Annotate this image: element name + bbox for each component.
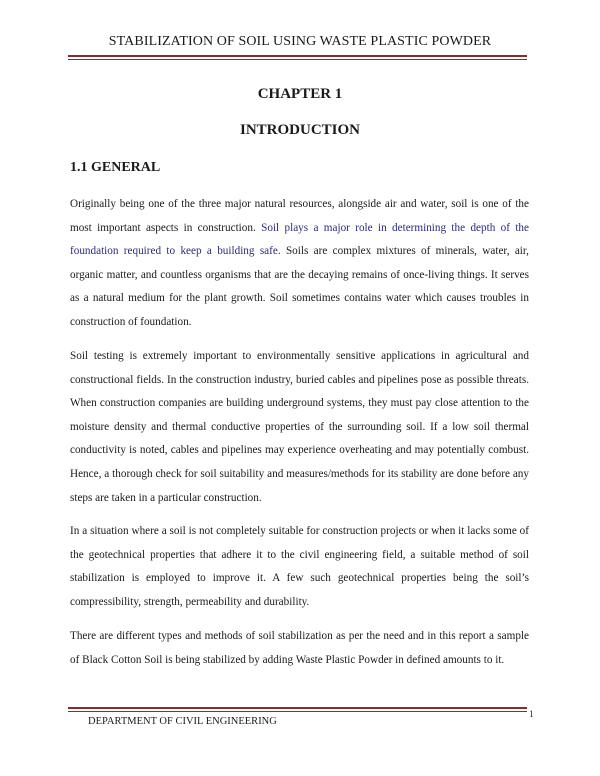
- footer-rule-thick: [68, 707, 527, 709]
- footer-department: DEPARTMENT OF CIVIL ENGINEERING: [88, 716, 277, 727]
- page-number: 1: [529, 709, 534, 719]
- paragraph-3: In a situation where a soil is not completely suitable for construction projects or when it lacks some of the geotechnical properties that adhere it to the civil engineering field, a suitable method of soil stabilization is employed to improve it. A few such geotechnical properties being the soil’s compressibility, strength, permeability and durability.: [70, 525, 529, 608]
- running-header-title: STABILIZATION OF SOIL USING WASTE PLASTIC POWDER: [108, 34, 492, 49]
- header-rule-thin: [68, 59, 527, 60]
- section-heading: 1.1 GENERAL: [70, 160, 161, 175]
- paragraph-4: There are different types and methods of soil stabilization as per the need and in this report a sample of Black Cotton Soil is being stabilized by adding Waste Plastic Powder in defined amounts to it.: [70, 630, 529, 666]
- paragraph-2: Soil testing is extremely important to environmentally sensitive applications in agricultural and constructional fields. In the construction industry, buried cables and pipelines pose as possible threats. When construction companies are building underground systems, they must pay close attention to the moisture density and thermal conductive properties of the surrounding soil. If a low soil thermal conductivity is noted, cables and pipelines may experience overheating and may potentially combust. Hence, a thorough check for soil suitability and measures/methods for its stability are done before any steps are taken in a particular construction.: [70, 350, 529, 504]
- paragraph-1-part-c: Soils are complex mixtures of minerals, water, air, organic matter, and countless organisms that are the decaying remains of once-living things. It serves as a natural medium for the plant growth. Soil sometimes contains water which causes troubles in construction of foundation.: [70, 245, 529, 328]
- paragraph-1-part-a: Originally being one of the three major natural resources, alongside air and water, soil is one of the most important aspects in construction.: [70, 198, 529, 234]
- paragraph-1-highlight: Soil plays a major role in determining the depth of the foundation required to keep a building safe.: [70, 221, 529, 258]
- header-rule-thick: [68, 55, 527, 57]
- footer-rule-thin: [68, 711, 527, 712]
- chapter-number: CHAPTER 1: [257, 86, 343, 102]
- chapter-title: INTRODUCTION: [239, 122, 360, 138]
- paragraph-1: [70, 193, 529, 335]
